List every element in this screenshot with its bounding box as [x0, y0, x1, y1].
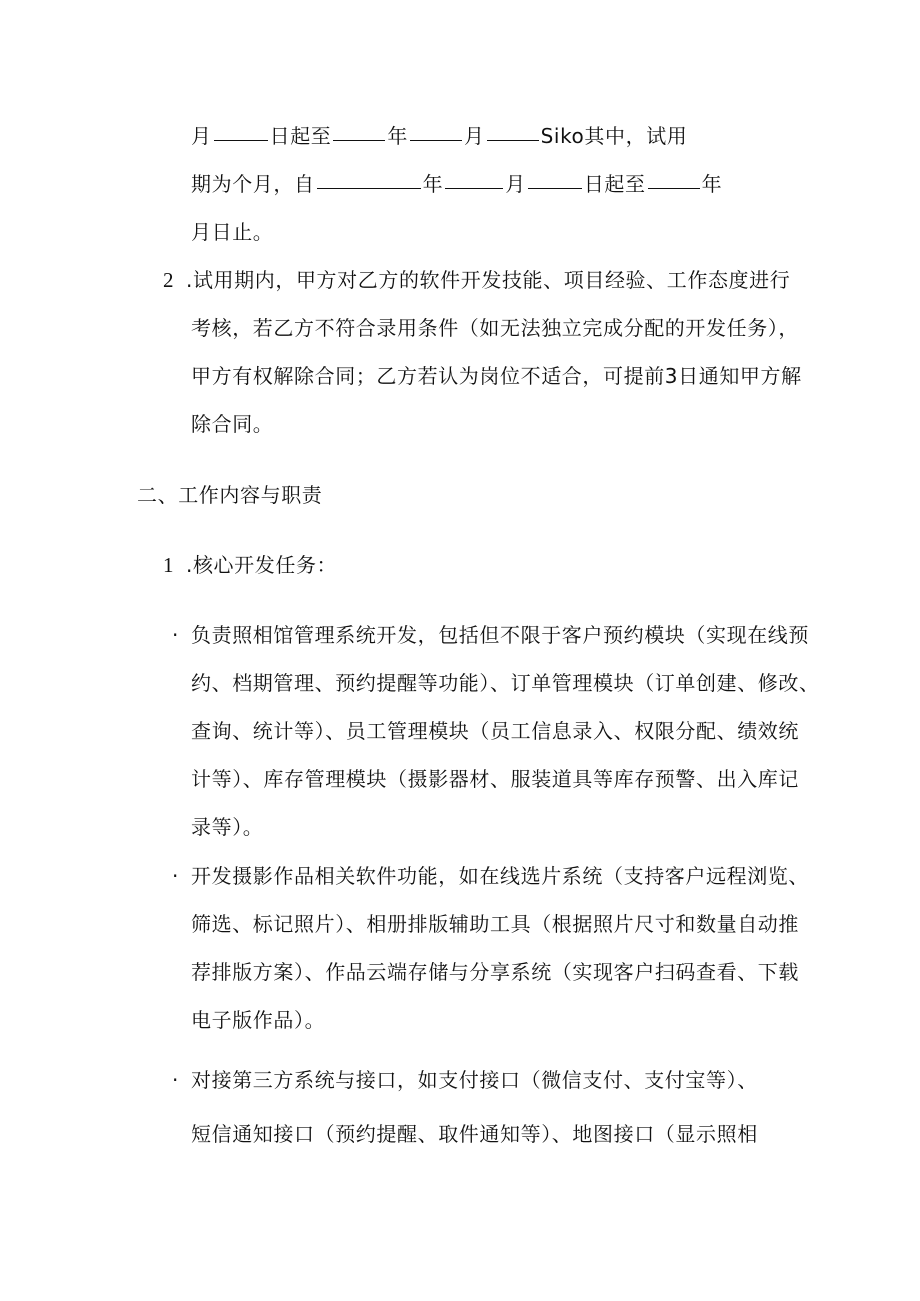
blank-field — [445, 187, 503, 189]
clause-line: 甲方有权解除合同；乙方若认为岗位不适合，可提前3日通知甲方解 — [191, 364, 802, 388]
blank-field — [214, 139, 268, 141]
bullet-line: 查询、统计等）、员工管理模块（员工信息录入、权限分配、绩效统 — [191, 719, 799, 743]
term-line-1 — [191, 122, 687, 150]
bullet-line: 荐排版方案）、作品云端存储与分享系统（实现客户扫码查看、下载 — [191, 960, 799, 984]
blank-field — [528, 187, 582, 189]
blank-field — [410, 139, 462, 141]
bullet-line: 计等）、库存管理模块（摄影器材、服装道具等库存预警、出入库记 — [191, 767, 799, 791]
term-line-3: 月日止。 — [191, 220, 274, 244]
clause-line: 除合同。 — [191, 412, 274, 436]
bullet-line: 对接第三方系统与接口，如支付接口（微信支付、支付宝等）、 — [191, 1068, 758, 1092]
term-text: 月 — [191, 124, 212, 148]
term-text: 日起至 — [583, 172, 646, 196]
term-text: 月 — [505, 172, 526, 196]
bullet-dot: · — [172, 864, 179, 888]
clause-line: .试用期内，甲方对乙方的软件开发技能、项目经验、工作态度进行 — [186, 268, 791, 292]
bullet-line: 录等）。 — [191, 815, 264, 839]
term-text: 年 — [701, 172, 723, 196]
bullet-line: 开发摄影作品相关软件功能，如在线选片系统（支持客户远程浏览、 — [191, 864, 809, 888]
clause-line: 考核，若乙方不符合录用条件（如无法独立完成分配的开发任务）， — [191, 316, 799, 340]
bullet-line: 电子版作品）。 — [191, 1008, 326, 1032]
bullet-line: 筛选、标记照片）、相册排版辅助工具（根据照片尺寸和数量自动推 — [191, 912, 799, 936]
term-line-2 — [191, 170, 722, 198]
blank-field — [317, 187, 421, 189]
bullet-line: 短信通知接口（预约提醒、取件通知等）、地图接口（显示照相 — [191, 1122, 758, 1146]
bullet-line: 约、档期管理、预约提醒等功能）、订单管理模块（订单创建、修改、 — [191, 671, 820, 695]
subsection-title: .核心开发任务： — [186, 553, 338, 577]
section-heading: 二、工作内容与职责 — [137, 483, 323, 507]
bullet-line: 负责照相馆管理系统开发，包括但不限于客户预约模块（实现在线预 — [191, 623, 809, 647]
blank-field — [487, 139, 539, 141]
blank-field — [648, 187, 700, 189]
bullet-dot: · — [172, 623, 179, 647]
bullet-dot: · — [172, 1068, 179, 1092]
subsection-number: 1 — [163, 553, 175, 577]
term-text: 年 — [387, 124, 409, 148]
term-text: Siko其中，试用 — [540, 124, 688, 148]
clause-number: 2 — [163, 268, 175, 292]
blank-field — [333, 139, 385, 141]
term-text: 期为个月，自 — [191, 172, 315, 196]
term-text: 月 — [464, 124, 485, 148]
term-text: 年 — [422, 172, 444, 196]
term-text: 日起至 — [269, 124, 332, 148]
